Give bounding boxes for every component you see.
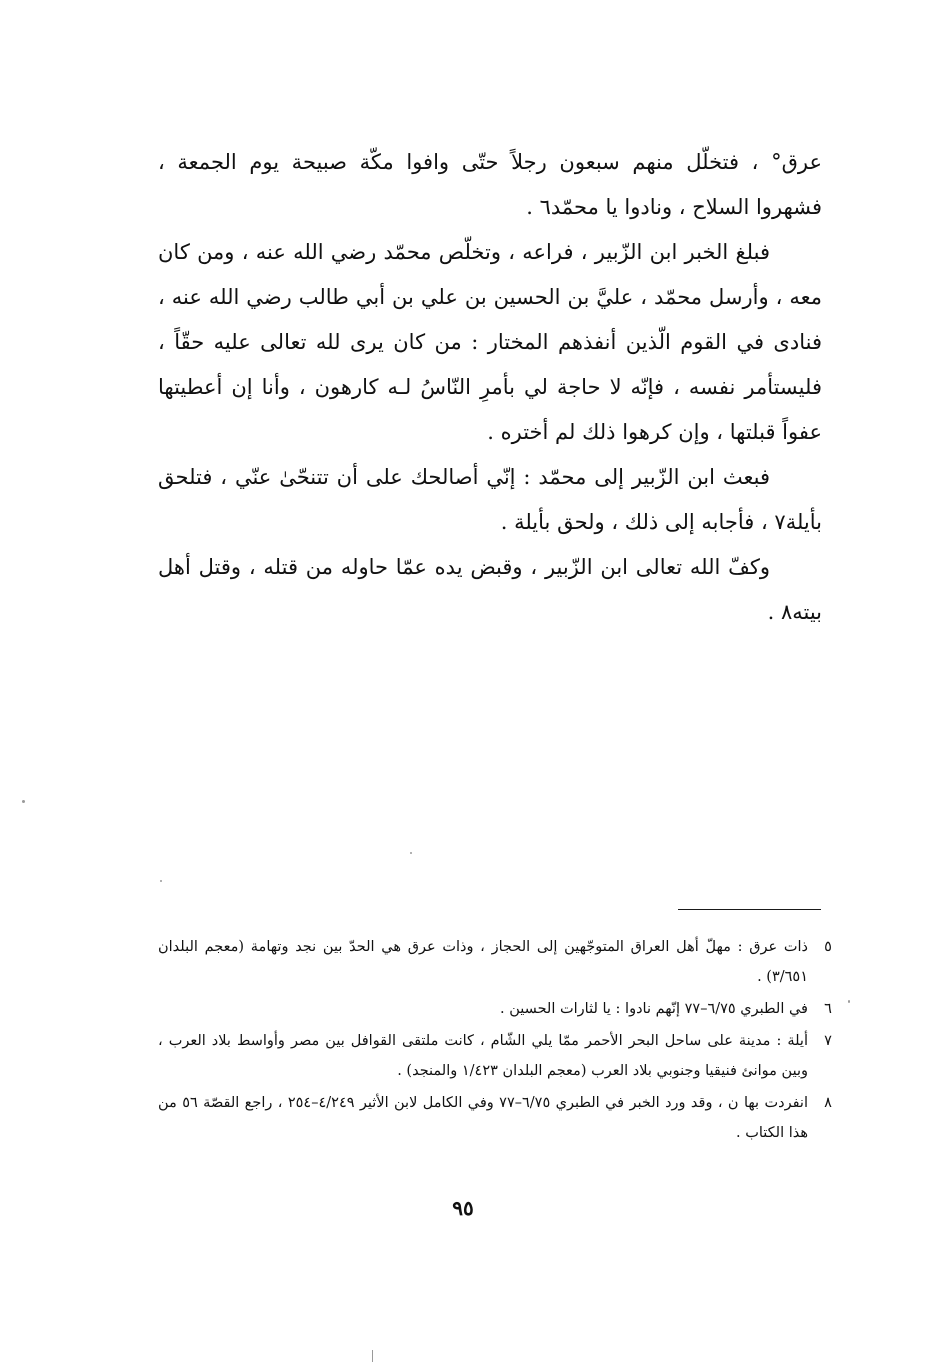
- paragraph: عرق° ، فتخلّل منهم سبعون رجلاً حتّى وافوا مكّة صبيحة يوم الجمعة ، فشهروا السلاح ، ونادوا يا محمّد٦ .: [158, 150, 822, 219]
- page-number: ٩٥: [452, 1196, 474, 1220]
- footnote-text: انفردت بها ن ، وقد ورد الخبر في الطبري ٦/٧٥–٧٧ وفي الكامل لابن الأثير ٤/٢٤٩–٢٥٤ ، راجع القصّة ٥٦ من هذا الكتاب .: [158, 1095, 808, 1141]
- footnote-number: ٥: [824, 939, 832, 955]
- scan-speck: [410, 852, 412, 854]
- footnote: [158, 932, 838, 992]
- footnote: [158, 1088, 838, 1148]
- footnote-text: أيلة : مدينة على ساحل البحر الأحمر ممّا يلي الشّام ، كانت ملتقى القوافل بين مصر وأواسط بلاد العرب ، وبين موانئ فنيقيا وجنوبي بلاد العرب (معجم البلدان ١/٤٢٣ والمنجد) .: [158, 1033, 808, 1079]
- scan-speck: [22, 800, 25, 803]
- footnote: [158, 994, 838, 1024]
- scan-speck: [160, 880, 162, 882]
- paragraph: فبعث ابن الزّبير إلى محمّد : إنّي أصالحك على أن تتنحّىٰ عنّي ، فتلحق بأيلة٧ ، فأجابه إلى ذلك ، ولحق بأيلة .: [158, 465, 822, 534]
- paragraph: فبلغ الخبر ابن الزّبير ، فراعه ، وتخلّص محمّد رضي الله عنه ، ومن كان معه ، وأرسل محمّد ، عليَّ بن الحسين بن علي بن أبي طالب رضي الله عنه ، فنادى في القوم الّذين أنفذهم المختار : من كان يرى لله تعالى عليه حقّاً ، فليستأمر نفسه ، فإنّه لا حاجة لي بأمرِ النّاسُ لـه كارهون ، وأنا إن أعطيتها عفواً قبلتها ، وإن كرهوا ذلك لم أختره .: [158, 240, 822, 444]
- footnote-number: ٧: [824, 1033, 832, 1049]
- scan-speck: [372, 1350, 373, 1362]
- footnote-divider: [678, 909, 821, 910]
- footnotes: [158, 932, 838, 1150]
- footnote-text: في الطبري ٦/٧٥–٧٧ إنّهم نادوا : يا لثارات الحسين .: [500, 1001, 808, 1017]
- footnote-number: ٨: [824, 1095, 832, 1111]
- paragraph: وكفّ الله تعالى ابن الزّبير ، وقبض يده عمّا حاوله من قتله ، وقتل أهل بيته٨ .: [158, 555, 822, 624]
- footnote: [158, 1026, 838, 1086]
- main-text: [158, 140, 822, 635]
- footnote-number: ٦: [824, 1001, 832, 1017]
- footnote-text: ذات عرق : مهلّ أهل العراق المتوجّهين إلى الحجاز ، وذات عرق هي الحدّ بين نجد وتهامة (معجم البلدان ٣/٦٥١) .: [158, 939, 808, 985]
- scan-speck: [848, 1000, 850, 1003]
